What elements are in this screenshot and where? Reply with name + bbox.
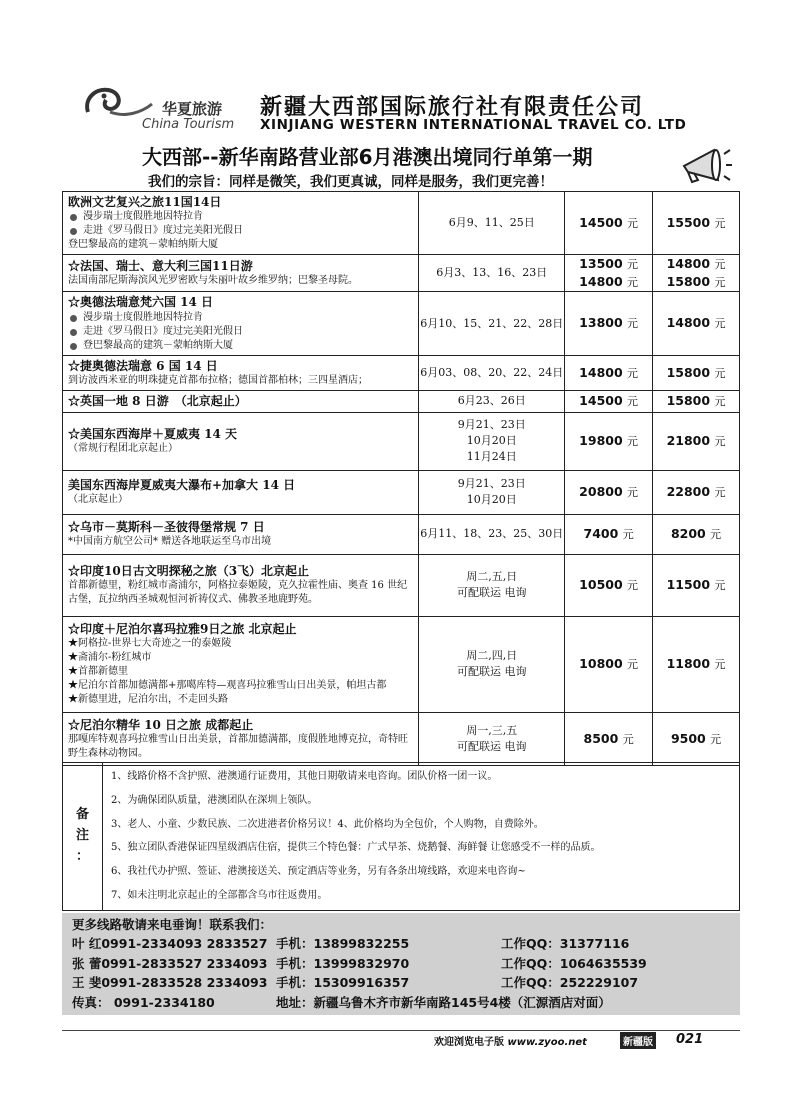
remarks-label-char: ： [75,848,89,864]
peer-price [565,514,653,554]
retail-price [653,514,740,554]
tour-highlight: 登巴黎最高的建筑－蒙帕纳斯大厦 [68,239,218,251]
departure-date: 6月11、18、23、25、30日 [420,527,564,541]
footer-website-link[interactable]: www.zyoo.net [507,1037,587,1048]
remarks-body [103,763,740,911]
departure-dates [419,470,565,514]
price-unit: 元 [627,276,639,290]
page-title: 大西部--新华南路营业部6月港澳出境同行单第一期 [142,145,593,169]
tour-name: 欧洲文艺复兴之旅11国14日 [68,195,222,209]
peer-price [565,412,653,470]
departure-date: 9月21、23日 [457,418,526,432]
logo-english-text: China Tourism [142,117,235,132]
contact-mobile: 手机：13899832255 [276,936,410,951]
price-value: 9500 [670,730,706,746]
tour-row [63,712,740,765]
page-number: 021 [676,1032,704,1047]
price-unit: 元 [714,579,726,593]
price-value: 14800 [666,315,711,331]
departure-dates [419,292,565,355]
price-unit: 元 [627,217,639,231]
header [62,60,740,202]
departure-date: 周二,五,日 [466,570,518,584]
motto: 我们的宗旨：同样是微笑，我们更真诚，同样是服务，我们更完善！ [148,174,553,190]
price-value: 14500 [579,215,623,231]
price-value: 14800 [579,274,623,290]
price-unit: 元 [622,528,634,542]
tour-row [63,514,740,554]
remark-item: 3、老人、小童、少数民族、二次进港者价格另议！4、此价格均为全包价，个人购物，自费除外。 [111,818,544,830]
tour-name: ☆美国东西海岸＋夏威夷 14 天 [68,427,238,442]
price-unit: 元 [627,366,639,380]
tour-highlight: ★斋浦尔-粉红城市 [68,652,152,664]
tour-row [63,192,740,255]
retail-price [653,390,740,412]
price-value: 14800 [579,364,623,380]
contact-row [72,993,730,1013]
price-line [653,432,739,450]
departure-dates [419,554,565,616]
fax: 传真： 0991-2334180 [72,994,215,1010]
departure-date: 9月21、23日 [457,477,526,491]
tour-highlight: 登巴黎最高的建筑－蒙帕纳斯大厦 [68,339,413,353]
price-line [653,730,739,748]
price-unit: 元 [622,732,634,746]
retail-price [653,616,740,712]
contact-heading: 更多线路敬请来电垂询！联系我们： [72,917,273,932]
remark-item: 1、线路价格不含护照、港澳通行证费用，其他日期敬请来电咨询。团队价格一团一议。 [111,771,498,782]
tour-name: ☆奥德法瑞意梵六国 14 日 [68,295,214,310]
tour-highlight: *中国南方航空公司* 赠送各地联运至乌市出境 [68,536,272,548]
tour-row [63,470,740,514]
contact-row [72,954,730,974]
tour-name: ☆乌市－莫斯科－圣彼得堡常规 7 日 [68,520,265,535]
departure-dates [419,616,565,712]
price-value: 15800 [666,274,711,290]
price-line [653,392,739,410]
price-line [653,314,739,332]
price-line [653,273,739,291]
price-value: 13500 [579,256,623,272]
tour-description [63,355,419,390]
price-value: 14800 [666,256,711,272]
tour-highlight: 走进《罗马假日》度过完美阳光假日 [68,325,413,339]
price-unit: 元 [714,395,726,409]
price-line [565,576,652,594]
remark-item: 5、独立团队香港保证四星级酒店住宿，提供三个特色餐：广式早茶、烧鹅餐、海鲜餐 让您感受不一样的品质。 [111,842,601,854]
price-value: 11500 [666,577,711,593]
price-line [653,655,739,673]
remarks-label-char: 备 [75,807,89,823]
tour-row [63,412,740,470]
contact-row [72,973,730,993]
price-value: 8500 [583,730,619,746]
peer-price [565,470,653,514]
address: 地址：新疆乌鲁木齐市新华南路145号4楼（汇源酒店对面） [276,994,611,1010]
price-value: 10800 [579,656,623,672]
price-line [565,525,652,543]
departure-date: 6月23、26日 [457,394,526,408]
company-name-english: XINJIANG WESTERN INTERNATIONAL TRAVEL CO. LTD [260,117,687,133]
tour-description [63,514,419,554]
contact-row [72,934,730,954]
contact-mobile: 手机：15309916357 [276,975,410,990]
price-value: 19800 [579,433,623,449]
price-line [565,483,652,501]
peer-price [565,255,653,292]
retail-price [653,554,740,616]
tour-highlight: 漫步瑞士度假胜地因特拉肯 [68,311,413,325]
price-unit: 元 [710,528,722,542]
departure-dates [419,514,565,554]
departure-dates [419,412,565,470]
contact-qq: 工作QQ：31377116 [501,936,630,951]
footer [62,1030,740,1050]
peer-price [565,192,653,255]
tour-row [63,292,740,355]
price-value: 21800 [666,433,711,449]
departure-date: 6月10、15、21、22、28日 [420,316,564,330]
price-unit: 元 [714,366,726,380]
price-unit: 元 [627,258,639,272]
peer-price [565,390,653,412]
departure-date: 10月20日 [466,493,517,507]
contact-name-phone: 张 蕾0991-2833527 2334093 [72,955,268,971]
price-unit: 元 [714,658,726,672]
departure-date: 可配联运 电询 [457,665,527,679]
price-line [653,525,739,543]
megaphone-icon [674,140,734,188]
tour-name: ☆尼泊尔精华 10 日之旅 成都起止 [68,717,254,732]
remarks-label [63,763,103,911]
price-value: 11800 [666,656,711,672]
price-line [653,255,739,273]
departure-date: 6月9、11、25日 [448,216,535,230]
retail-price [653,355,740,390]
tour-description [63,192,419,255]
price-value: 22800 [666,484,711,500]
tour-row [63,390,740,412]
price-unit: 元 [627,435,639,449]
logo-chinese-text: 华夏旅游 [162,100,223,118]
contact-qq: 工作QQ：252229107 [501,975,639,990]
price-line [565,730,652,748]
price-unit: 元 [714,258,726,272]
tour-highlight: 走进《罗马假日》度过完美阳光假日 [68,224,413,238]
tour-highlight: 漫步瑞士度假胜地因特拉肯 [68,210,413,224]
tour-description [63,255,419,292]
tour-price-table [62,191,740,766]
retail-price [653,255,740,292]
tour-description [63,412,419,470]
departure-date: 可配联运 电询 [457,586,527,600]
departure-date: 周一,三,五 [466,723,518,737]
price-value: 15500 [666,215,711,231]
price-unit: 元 [627,395,639,409]
price-line [565,273,652,291]
tour-highlight: （北京起止） [68,494,128,506]
price-line [565,392,652,410]
contact-qq: 工作QQ：1064635539 [501,955,647,971]
tour-row [63,616,740,712]
contact-section [62,913,740,1015]
departure-date: 可配联运 电询 [457,739,527,753]
departure-date: 11月24日 [466,450,517,464]
price-unit: 元 [627,658,639,672]
price-value: 15800 [666,364,711,380]
tour-name: ☆法国、瑞士、意大利三国11日游 [68,259,253,274]
price-line [653,576,739,594]
tour-highlight: 首都新德里，粉红城市斋浦尔，阿格拉泰姬陵，克久拉霍性庙、奥查 16 世纪古堡，瓦拉纳西圣城观恒河祈祷仪式、佛教圣地鹿野苑。 [68,580,408,606]
tour-name: ☆印度＋尼泊尔喜玛拉雅9日之旅 北京起止 [68,622,297,637]
remark-item: 2、为确保团队质量，港澳团队在深圳上领队。 [111,794,318,806]
departure-date: 6月3、13、16、23日 [436,266,548,280]
tour-name: 美国东西海岸夏威夷大瀑布+加拿大 14 日 [68,478,296,493]
departure-dates [419,255,565,292]
retail-price [653,192,740,255]
price-unit: 元 [710,732,722,746]
page [62,60,740,1060]
price-line [653,483,739,501]
remarks-label-char: 注 [75,827,89,843]
remarks-table [62,762,740,911]
price-line [653,364,739,382]
price-line [565,255,652,273]
price-value: 13800 [579,315,623,331]
price-unit: 元 [627,579,639,593]
company-name-chinese: 新疆大西部国际旅行社有限责任公司 [260,95,645,120]
price-value: 14500 [579,393,623,409]
remark-item: 6、我社代办护照、签证、港澳接送关、预定酒店等业务，另有各条出境线路，欢迎来电咨询~ [111,866,526,878]
contact-name-phone: 王 斐0991-2833528 2334093 [72,975,268,990]
tour-highlight: 那嘎库特观喜玛拉雅雪山日出美景，首都加德满都，度假胜地博克拉，奇特旺野生森林动物园。 [68,733,408,759]
tour-description [63,616,419,712]
tour-name: ☆捷奥德法瑞意 6 国 14 日 [68,358,218,373]
retail-price [653,470,740,514]
price-unit: 元 [714,317,726,331]
price-line [565,432,652,450]
tour-description [63,554,419,616]
price-unit: 元 [714,217,726,231]
peer-price [565,292,653,355]
price-unit: 元 [714,435,726,449]
contact-mobile: 手机：13999832970 [276,955,410,971]
departure-date: 周二,四,日 [466,649,518,663]
price-line [565,314,652,332]
tour-highlight: （常规行程团北京起止） [68,443,178,455]
tour-name: ☆印度10日古文明探秘之旅（3飞）北京起止 [68,564,310,579]
price-unit: 元 [627,317,639,331]
tour-row [63,255,740,292]
price-unit: 元 [714,486,726,500]
departure-dates [419,355,565,390]
retail-price [653,292,740,355]
footer-text [434,1033,587,1048]
departure-date: 6月03、08、20、22、24日 [420,365,564,379]
price-value: 8200 [670,526,706,542]
retail-price [653,412,740,470]
tour-row [63,355,740,390]
peer-price [565,616,653,712]
footer-label: 欢迎浏览电子版 [434,1037,504,1048]
tour-highlight: 到访波西米亚的明珠捷克首都布拉格；德国首都柏林；三四星酒店； [68,374,368,386]
price-value: 20800 [579,484,623,500]
retail-price [653,712,740,765]
peer-price [565,712,653,765]
departure-dates [419,390,565,412]
peer-price [565,554,653,616]
contact-name-phone: 叶 红0991-2334093 2833527 [72,936,268,951]
tour-highlight: ★首都新德里 [68,666,128,678]
price-unit: 元 [627,486,639,500]
tour-highlight: ★新德里进，尼泊尔出，不走回头路 [68,694,228,706]
edition-badge: 新疆版 [620,1032,656,1049]
tour-name: ☆英国一地 8 日游 （北京起止） [68,394,247,409]
departure-dates [419,712,565,765]
remark-item: 7、如未注明北京起止的全部都含乌市往返费用。 [111,889,328,901]
price-line [565,364,652,382]
tour-highlight: ★尼泊尔首都加德满都+那噶库特—观喜玛拉雅雪山日出美景，帕坦古都 [68,680,387,692]
tour-description [63,712,419,765]
price-value: 7400 [583,526,619,542]
price-unit: 元 [714,276,726,290]
peer-price [565,355,653,390]
price-line [565,655,652,673]
price-line [565,214,652,232]
tour-highlight: 法国南部尼斯海滨风光罗密欧与朱丽叶故乡维罗纳；巴黎圣母院。 [68,275,358,287]
departure-date: 10月20日 [466,434,517,448]
price-value: 15800 [666,393,711,409]
price-line [653,214,739,232]
tour-description [63,390,419,412]
departure-dates [419,192,565,255]
price-value: 10500 [579,577,623,593]
tour-highlight: ★阿格拉-世界七大奇迹之一的泰姬陵 [68,638,232,650]
tour-description [63,470,419,514]
tour-description [63,292,419,355]
tour-row [63,554,740,616]
